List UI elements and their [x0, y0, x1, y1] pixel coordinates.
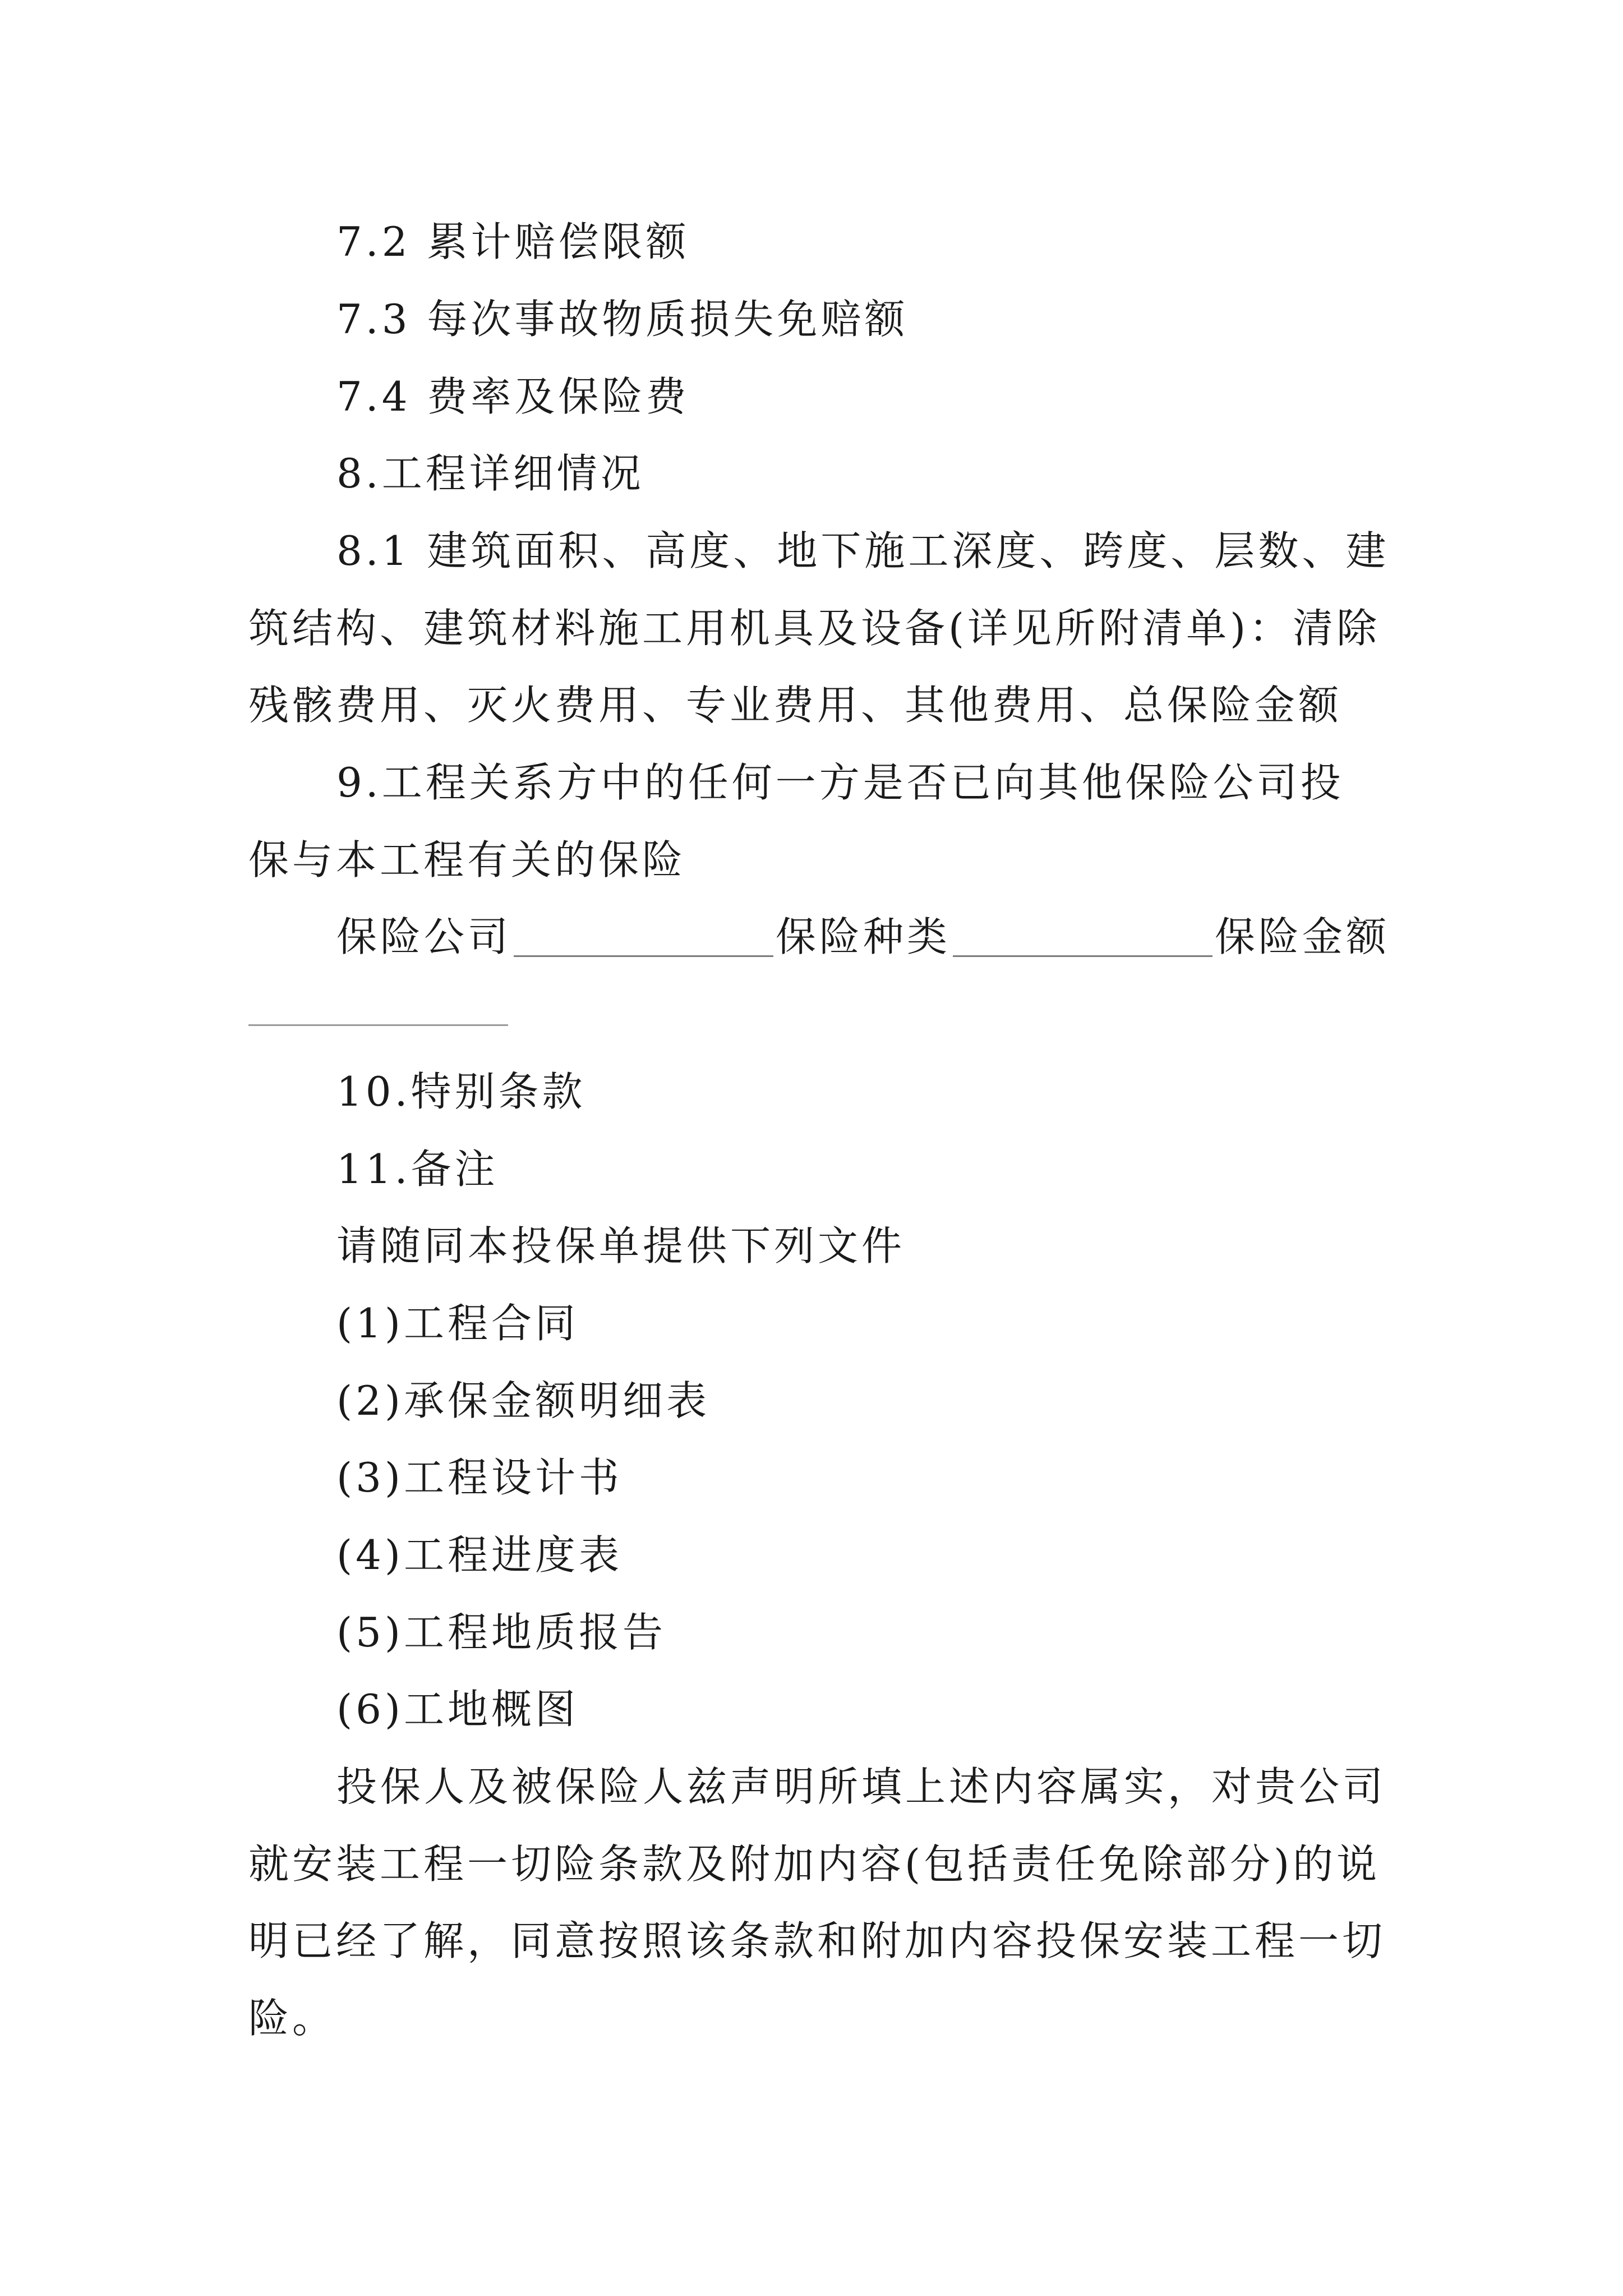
document-item-6: (6)工地概图	[336, 1686, 579, 1733]
insurer-blank[interactable]	[514, 917, 773, 957]
insurance-fill-in-row	[336, 913, 1390, 960]
document-item-5: (5)工程地质报告	[336, 1609, 666, 1656]
item-9-line-1: 9.工程关系方中的任何一方是否已向其他保险公司投	[336, 759, 1344, 806]
item-8-1-line-1: 8.1 建筑面积、高度、地下施工深度、跨度、层数、建	[336, 527, 1390, 574]
declaration-line-4: 险。	[248, 1995, 336, 2042]
document-item-3: (3)工程设计书	[336, 1454, 623, 1501]
insured-amount-label: 保险金额	[1215, 913, 1390, 960]
document-item-2: (2)承保金额明细表	[336, 1377, 710, 1424]
declaration-line-3: 明已经了解，同意按照该条款和附加内容投保安装工程一切	[248, 1917, 1386, 1964]
insurance-type-label: 保险种类	[776, 913, 951, 960]
documents-instruction: 请随同本投保单提供下列文件	[336, 1222, 906, 1269]
item-10-special-terms: 10.特别条款	[336, 1068, 586, 1115]
item-8-project-details: 8.工程详细情况	[336, 450, 644, 497]
item-8-1-line-3: 残骸费用、灭火费用、专业费用、其他费用、总保险金额	[248, 682, 1343, 729]
document-item-1: (1)工程合同	[336, 1300, 579, 1347]
item-11-remarks: 11.备注	[336, 1145, 499, 1193]
insurance-type-blank[interactable]	[953, 917, 1212, 957]
item-9-line-2: 保与本工程有关的保险	[248, 836, 686, 884]
item-7-3-deductible: 7.3 每次事故物质损失免赔额	[336, 296, 909, 343]
item-7-2-cumulative-limit: 7.2 累计赔偿限额	[336, 218, 690, 265]
insurer-label: 保险公司	[336, 913, 512, 960]
document-item-4: (4)工程进度表	[336, 1531, 623, 1579]
insured-amount-blank[interactable]	[248, 1024, 508, 1026]
declaration-line-1: 投保人及被保险人兹声明所填上述内容属实，对贵公司	[336, 1763, 1387, 1810]
item-7-4-rate-premium: 7.4 费率及保险费	[336, 373, 690, 420]
item-8-1-line-2: 筑结构、建筑材料施工用机具及设备(详见所附清单)：清除	[248, 605, 1381, 652]
declaration-line-2: 就安装工程一切险条款及附加内容(包括责任免除部分)的说	[248, 1841, 1381, 1888]
